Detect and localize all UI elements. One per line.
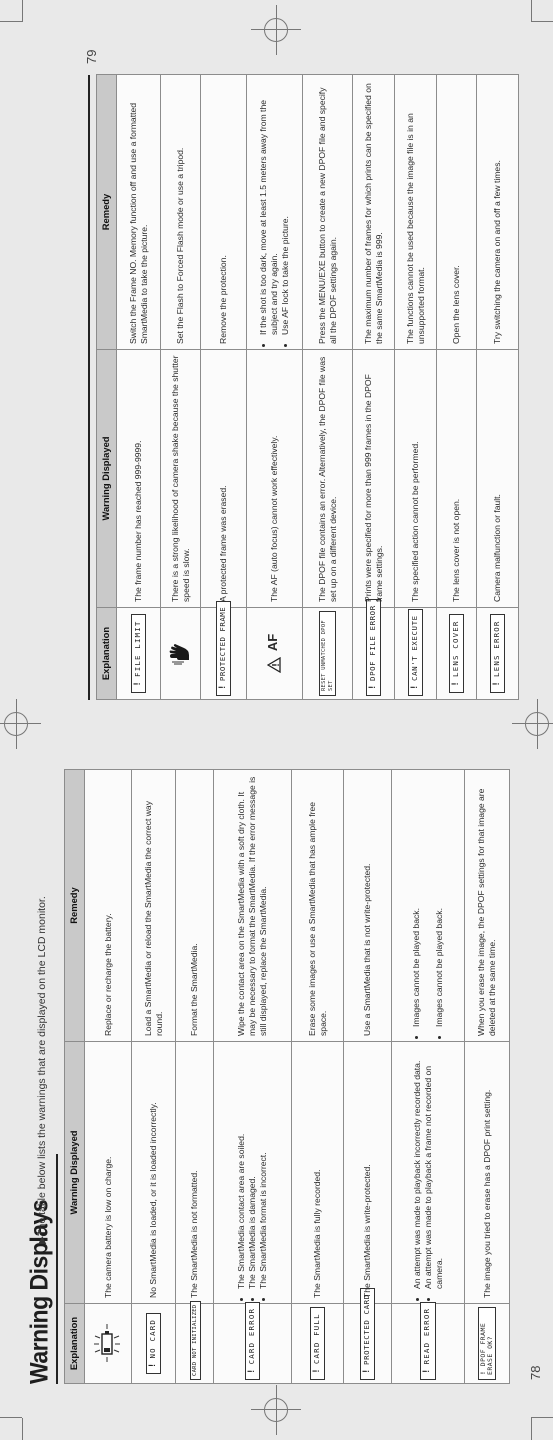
remedy-text: • If the shot is too dark, move at least 1.5 meters away from the subject and try again. — [258, 80, 280, 335]
remedy-cell — [477, 75, 519, 350]
remedy-text: Replace or recharge the battery. — [102, 913, 113, 1036]
display-text: FILE LIMIT — [132, 620, 142, 677]
table-row — [465, 770, 510, 1384]
warning-list — [236, 1047, 269, 1298]
explanation-cell — [292, 1304, 344, 1384]
explanation-cell — [465, 1304, 510, 1384]
remedy-cell — [392, 770, 465, 1042]
warning-symbol-icon: ! — [450, 679, 461, 687]
remedy-cell — [437, 75, 477, 350]
warning-cell — [247, 350, 303, 608]
page-number-left: 78 — [528, 1365, 543, 1380]
explanation-cell — [85, 1304, 132, 1384]
remedy-cell — [247, 75, 303, 350]
explanation-cell — [214, 1304, 292, 1384]
display-text: AF — [265, 633, 281, 652]
display-text: PROTECTED CARD — [361, 1294, 371, 1365]
table-row — [292, 770, 344, 1384]
crop-mark — [22, 1418, 23, 1440]
registration-mark — [4, 712, 28, 736]
display-text: PROTECTED FRAME — [217, 606, 227, 682]
warning-text: Camera malfunction or fault. — [492, 494, 502, 602]
warning-symbol-icon: ! — [409, 683, 420, 690]
triangle-warning-icon — [267, 657, 281, 673]
warning-cell — [117, 350, 161, 608]
remedy-header: Remedy — [97, 75, 117, 350]
warning-symbol-icon: ! — [491, 679, 502, 687]
warning-symbol-icon: ! — [217, 684, 228, 690]
lcd-warning-display — [146, 1313, 162, 1374]
warning-cell — [353, 350, 395, 608]
warning-cell — [392, 1042, 465, 1304]
display-text: CARD ERROR — [246, 1307, 256, 1365]
warning-cell — [292, 1042, 344, 1304]
explanation-cell — [353, 605, 395, 700]
warning-text: • An attempt was made to playback incorrectly recorded data. — [412, 1047, 423, 1289]
remedy-cell — [292, 770, 344, 1042]
explanation-cell — [477, 608, 519, 700]
warning-symbol-icon: ! — [367, 683, 378, 690]
explanation-cell — [176, 1304, 214, 1384]
explanation-cell — [392, 1304, 465, 1384]
remedy-text: • Use AF lock to take the picture. — [280, 80, 291, 335]
remedy-cell — [176, 770, 214, 1042]
lcd-warning-display — [490, 614, 506, 692]
remedy-cell — [395, 75, 437, 350]
remedy-text: Open the lens cover. — [451, 265, 461, 344]
display-text: DPOF FILE ERROR — [367, 605, 377, 681]
remedy-header: Remedy — [65, 770, 85, 1042]
remedy-cell — [117, 75, 161, 350]
display-text: READ ERROR — [422, 1307, 432, 1365]
display-text: DPOF FRAME ERASE OK? — [478, 1322, 494, 1375]
table-row — [201, 75, 247, 700]
warning-text: • The SmartMedia contact area are soiled. — [236, 1047, 247, 1289]
lcd-warning-display — [190, 1301, 201, 1380]
remedy-text: • Images cannot be played back. — [411, 775, 422, 1027]
remedy-text: Format the SmartMedia. — [189, 943, 199, 1036]
remedy-cell — [201, 75, 247, 350]
warning-text: No SmartMedia is loaded, or it is loaded incorrectly. — [148, 1102, 158, 1298]
warning-text: The image you tried to erase has a DPOF print setting. — [481, 1089, 492, 1298]
explanation-header: Explanation — [97, 608, 117, 700]
page-number-right: 79 — [84, 49, 99, 64]
explanation-cell — [395, 608, 437, 700]
lcd-warning-display — [408, 609, 424, 696]
display-text: RESET UNMATCHED DPOF SET — [321, 620, 334, 691]
explanation-cell — [247, 608, 303, 700]
warning-header: Warning Displayed — [97, 350, 117, 608]
table-row — [176, 770, 214, 1384]
table-row — [161, 75, 201, 700]
table-row — [353, 75, 395, 700]
camera-shake-hand-icon — [167, 641, 194, 667]
remedy-cell — [85, 770, 132, 1042]
explanation-header: Explanation — [65, 1304, 85, 1384]
warning-cell — [303, 350, 353, 608]
lcd-warning-display — [319, 611, 335, 696]
remedy-list — [258, 80, 291, 344]
lcd-warning-display — [366, 599, 382, 696]
intro-text: ▶The table below lists the warnings that are displayed on the LCD monitor. — [36, 896, 48, 1244]
warning-symbol-icon: ! — [147, 1361, 158, 1369]
warning-cell — [344, 1042, 392, 1304]
remedy-text: Use a SmartMedia that is not write-protected. — [362, 863, 372, 1036]
page-title: Warning Displays — [24, 1199, 53, 1384]
warning-cell — [437, 350, 477, 608]
warning-text: A protected frame was erased. — [218, 485, 228, 602]
table-header-row — [65, 770, 85, 1384]
table-row — [117, 75, 161, 700]
crop-mark — [0, 21, 22, 22]
remedy-text: Load a SmartMedia or reload the SmartMedia the correct way round. — [142, 800, 164, 1036]
warning-text: The AF (auto focus) cannot work effectively. — [269, 435, 279, 602]
crop-mark — [531, 0, 532, 22]
warning-text: Prints were specified for more than 999 frames in the DPOF frame settings. — [362, 374, 384, 602]
table-row — [344, 770, 392, 1384]
warning-symbol-icon: ! — [422, 1367, 433, 1374]
table-row — [132, 770, 176, 1384]
low-battery-icon — [93, 1323, 121, 1365]
af-warning-display — [265, 634, 282, 673]
remedy-cell — [353, 75, 395, 350]
warning-text: The camera battery is low on charge. — [102, 1156, 113, 1298]
warning-cell — [161, 350, 201, 608]
warning-text: The lens cover is not open. — [451, 498, 461, 602]
warning-cell — [395, 350, 437, 608]
explanation-cell — [303, 608, 353, 700]
warning-cell — [214, 1042, 292, 1304]
explanation-cell — [344, 1294, 392, 1384]
remedy-text: Wipe the contact area on the SmartMedia with a soft dry cloth. It may be necessary to format the SmartMedia. If the error message is still displayed, replace the SmartMedia. — [236, 776, 268, 1036]
registration-mark — [525, 712, 549, 736]
remedy-cell — [303, 75, 353, 350]
remedy-text: • Images cannot be played back. — [434, 775, 445, 1027]
warning-text: • The SmartMedia is damaged. — [247, 1047, 258, 1289]
remedy-text: Remove the protection. — [218, 255, 228, 344]
remedy-text: Try switching the camera on and off a few times. — [492, 160, 502, 344]
table-row — [477, 75, 519, 700]
warning-symbol-icon: ! — [478, 1370, 487, 1375]
lcd-warning-display — [478, 1307, 497, 1380]
warning-list — [412, 1047, 445, 1298]
display-text: LENS COVER — [450, 620, 460, 677]
right-page-top-rule — [88, 75, 90, 700]
explanation-cell — [437, 608, 477, 700]
warning-text: • An attempt was made to playback a frame not recorded on camera. — [423, 1047, 445, 1289]
warning-text: There is a strong likelihood of camera shake because the shutter speed is slow. — [169, 355, 191, 602]
warning-header: Warning Displayed — [65, 1042, 85, 1304]
table-row — [214, 770, 292, 1384]
remedy-text: Switch the Frame NO. Memory function off and use a formatted SmartMedia to take the picture. — [127, 102, 149, 344]
display-text: LENS ERROR — [491, 620, 501, 677]
remedy-text: Set the Flash to Forced Flash mode or use a tripod. — [175, 147, 185, 344]
explanation-cell — [117, 608, 161, 700]
warning-text: The DPOF file contains an error. Alternatively, the DPOF file was set up on a different device. — [316, 356, 338, 602]
table-header-row — [97, 75, 117, 700]
remedy-cell — [214, 770, 292, 1042]
warning-table-left — [64, 769, 510, 1384]
warning-text: The frame number has reached 999-9999. — [133, 440, 143, 602]
table-row — [437, 75, 477, 700]
lcd-warning-display — [310, 1307, 326, 1379]
lcd-warning-display — [131, 614, 147, 692]
crop-mark — [531, 1418, 532, 1440]
remedy-text: The functions cannot be used because the image file is in an unsupported format. — [404, 113, 426, 344]
warning-text: The SmartMedia is fully recorded. — [312, 1169, 322, 1298]
crop-mark — [531, 1417, 553, 1418]
lcd-warning-display — [420, 1302, 436, 1380]
remedy-cell — [132, 770, 176, 1042]
table-row — [85, 770, 132, 1384]
crop-mark — [0, 1417, 22, 1418]
warning-cell — [477, 350, 519, 608]
registration-mark — [264, 18, 288, 42]
warning-cell — [176, 1042, 214, 1304]
remedy-cell — [161, 75, 201, 350]
warning-text: The specified action cannot be performed. — [410, 441, 420, 602]
warning-cell — [465, 1042, 510, 1304]
remedy-cell — [465, 770, 510, 1042]
remedy-text: Erase some images or use a SmartMedia that has ample free space. — [306, 801, 328, 1036]
warning-symbol-icon: ! — [246, 1367, 257, 1374]
remedy-text: The maximum number of frames for which prints can be specified on the same SmartMedia is 999. — [362, 83, 384, 344]
table-row — [247, 75, 303, 700]
remedy-text: When you erase the image, the DPOF settings for that image are deleted at the same time. — [476, 788, 497, 1036]
table-row — [395, 75, 437, 700]
warning-symbol-icon: ! — [361, 1367, 372, 1374]
lcd-warning-display — [245, 1302, 261, 1380]
explanation-cell — [201, 608, 247, 700]
display-text: CARD FULL — [311, 1313, 321, 1365]
remedy-text: Press the MENU/EXE button to create a new DPOF file and specify all the DPOF settings again. — [316, 87, 338, 344]
warning-symbol-icon: ! — [132, 679, 143, 687]
explanation-cell — [132, 1304, 176, 1384]
warning-symbol-icon: ! — [311, 1367, 322, 1374]
warning-text: The SmartMedia is write-protected. — [362, 1164, 372, 1298]
display-text: CAN'T EXECUTE — [409, 615, 419, 681]
table-row — [392, 770, 465, 1384]
display-text: NO CARD — [147, 1318, 157, 1359]
table-row — [303, 75, 353, 700]
warning-table-right — [96, 74, 519, 700]
display-text: CARD NOT INITIALIZED — [191, 1304, 198, 1376]
remedy-list — [411, 775, 445, 1036]
warning-cell — [85, 1042, 132, 1304]
explanation-cell — [161, 608, 201, 700]
warning-text: The SmartMedia is not formatted. — [189, 1170, 199, 1298]
lcd-warning-display — [360, 1288, 376, 1380]
warning-text: • The SmartMedia format is incorrect. — [258, 1047, 269, 1289]
lcd-warning-display — [449, 614, 465, 692]
warning-cell — [132, 1042, 176, 1304]
crop-mark — [531, 21, 553, 22]
warning-cell — [201, 350, 247, 608]
title-underline — [56, 1154, 58, 1384]
remedy-cell — [344, 770, 392, 1042]
crop-mark — [22, 0, 23, 22]
lcd-warning-display — [216, 601, 232, 696]
registration-mark — [264, 1398, 288, 1422]
